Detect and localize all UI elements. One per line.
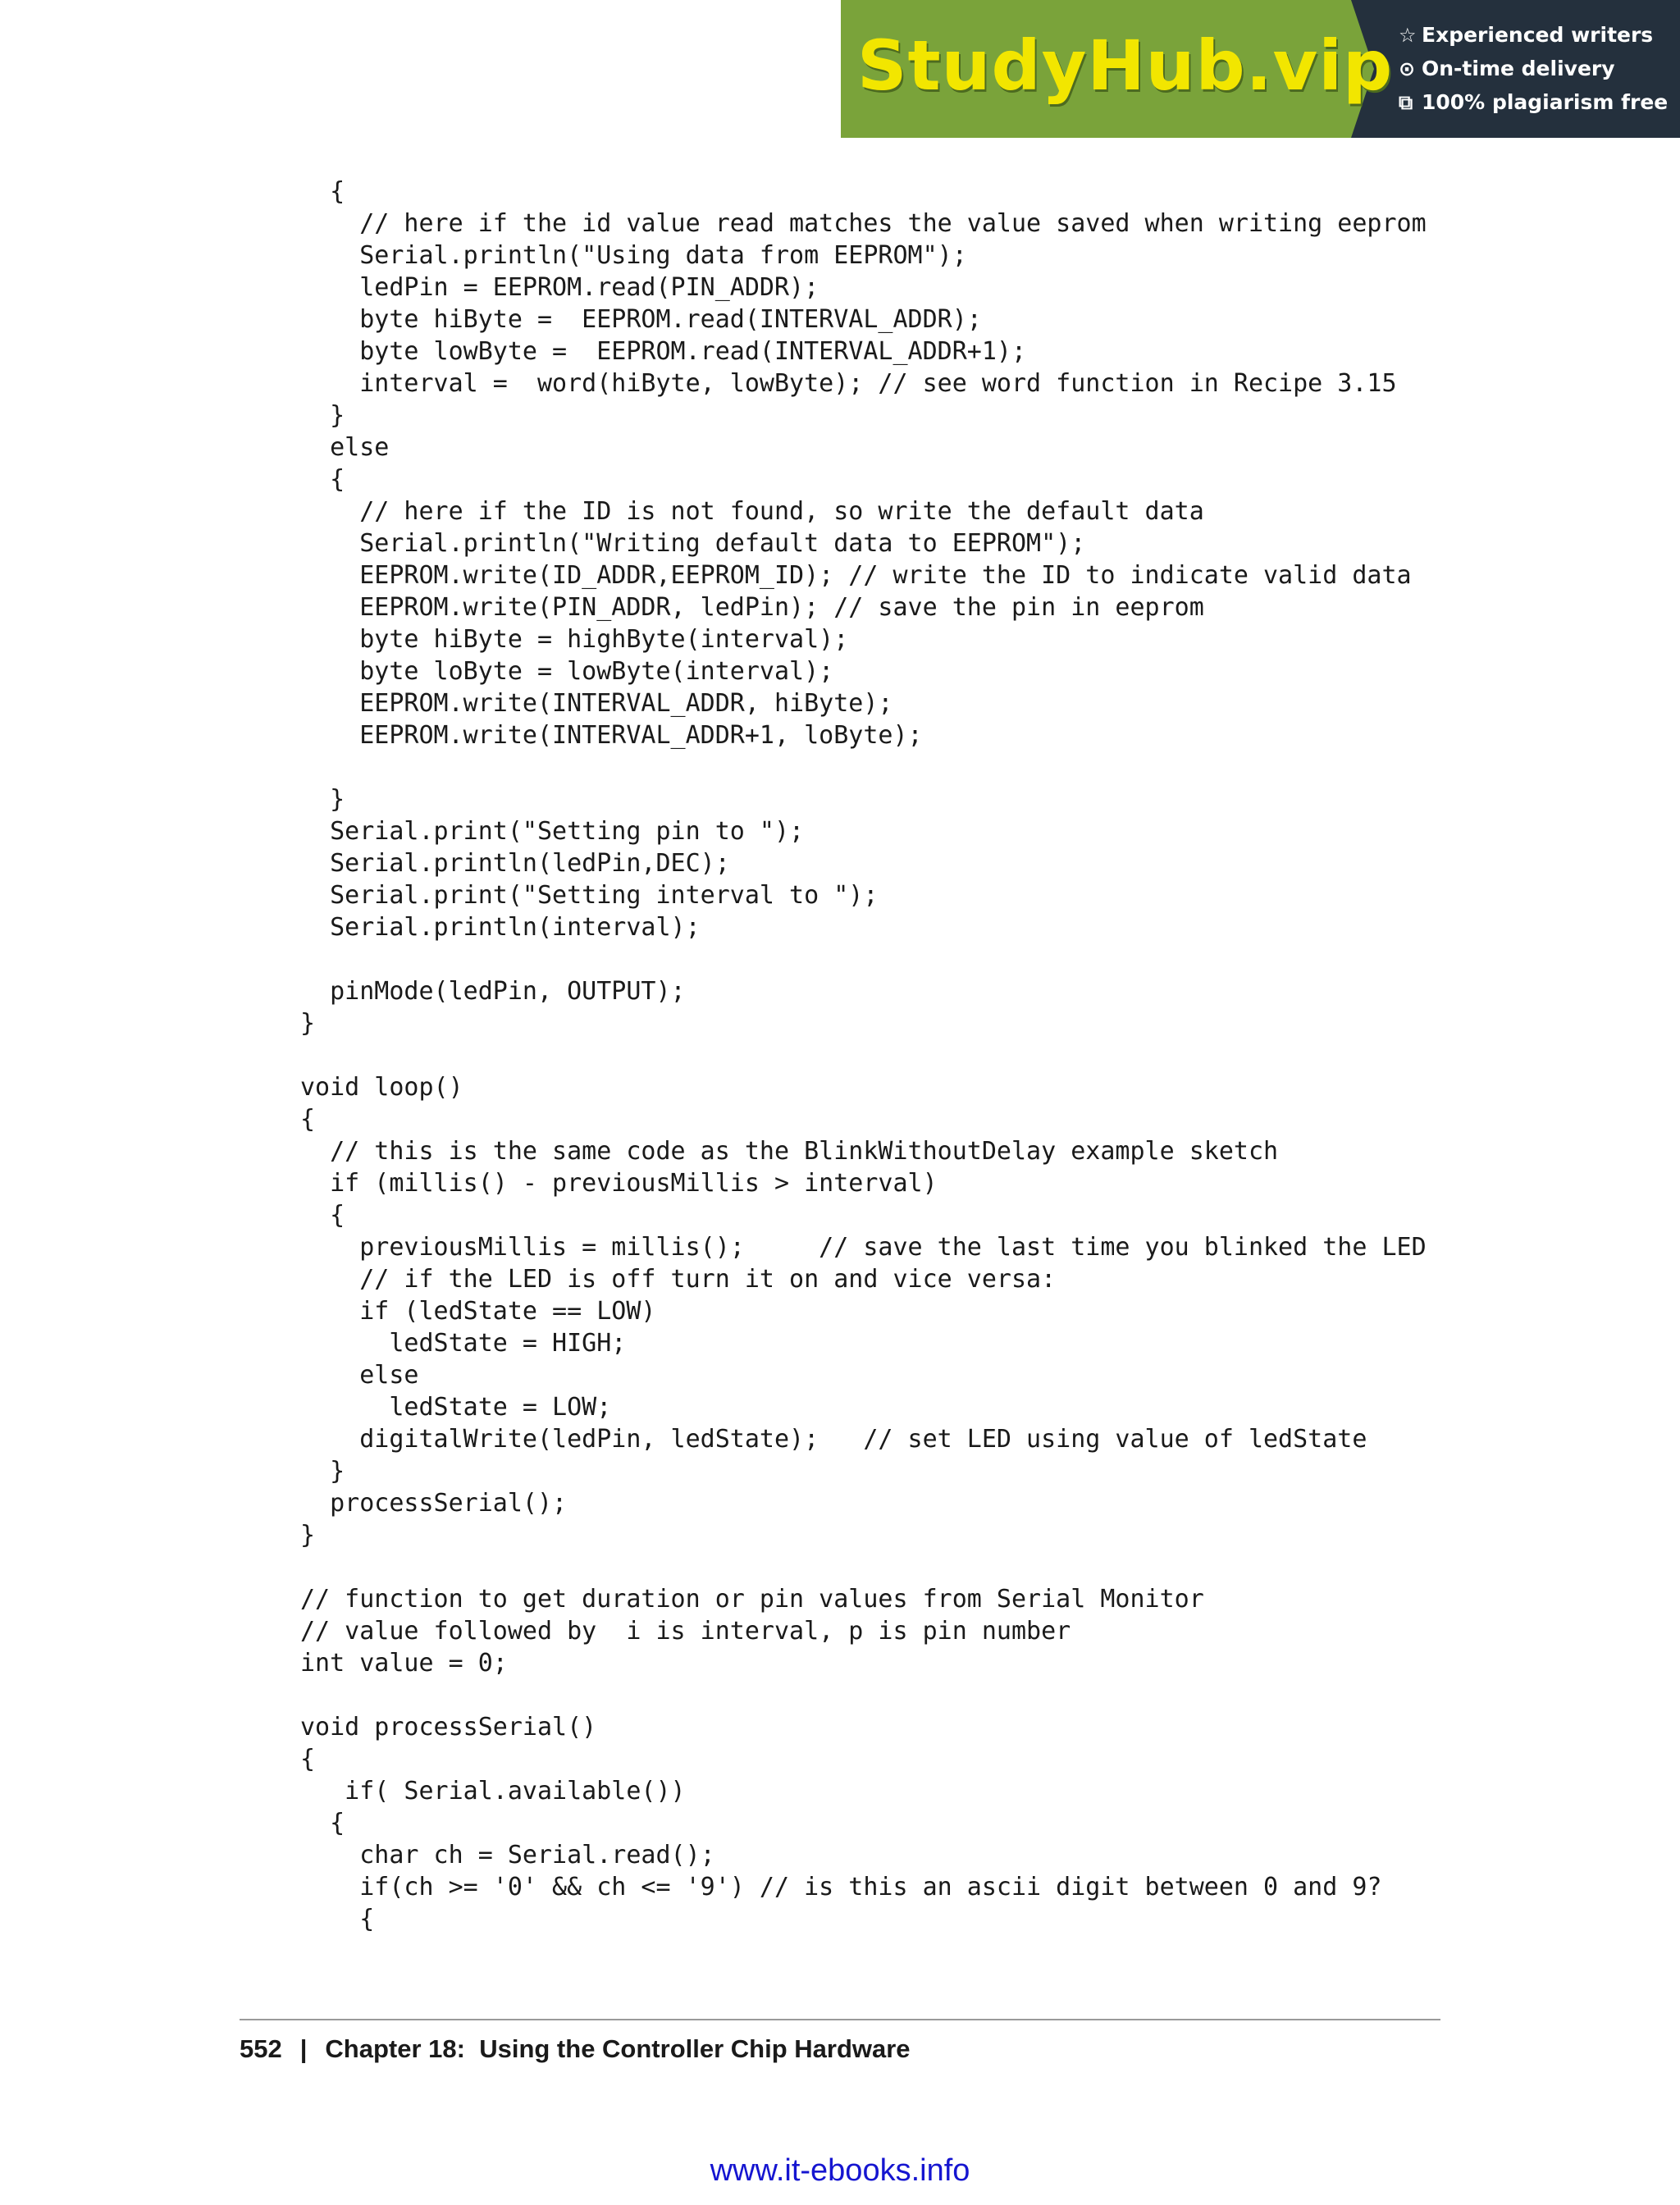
chapter-label: Chapter 18: xyxy=(325,2034,465,2063)
code-line: { xyxy=(300,1201,345,1230)
code-line: interval = word(hiByte, lowByte); // see word function in Recipe 3.15 xyxy=(300,369,1397,398)
watermark-link[interactable]: www.it-ebooks.info xyxy=(710,2153,970,2188)
page-number: 552 xyxy=(240,2034,282,2063)
code-line: EEPROM.write(INTERVAL_ADDR+1, loByte); xyxy=(300,721,923,750)
code-line: } xyxy=(300,1457,345,1486)
code-line: { xyxy=(300,1809,345,1838)
code-line: ledState = HIGH; xyxy=(300,1329,627,1358)
clock-icon: ⊙ xyxy=(1399,57,1416,80)
code-line: else xyxy=(300,1361,419,1390)
code-line xyxy=(300,1679,1427,1711)
banner-features xyxy=(1399,18,1669,119)
code-line xyxy=(300,943,1427,975)
feature-experienced-writers xyxy=(1399,18,1669,52)
feature-on-time-delivery xyxy=(1399,52,1669,85)
code-line: { xyxy=(300,1105,316,1134)
star-outline-icon: ☆ xyxy=(1399,23,1417,47)
code-line: byte loByte = lowByte(interval); xyxy=(300,657,834,686)
feature-label: On-time delivery xyxy=(1422,57,1615,80)
code-line: byte hiByte = highByte(interval); xyxy=(300,625,849,654)
code-line: } xyxy=(300,401,345,430)
footer-separator: | xyxy=(299,2034,308,2063)
code-line: Serial.println("Writing default data to EEPROM"); xyxy=(300,529,1086,558)
code-line: else xyxy=(300,433,390,462)
code-line xyxy=(300,1551,1427,1583)
code-line: // here if the ID is not found, so write the default data xyxy=(300,497,1204,526)
code-line: Serial.print("Setting pin to "); xyxy=(300,817,805,846)
code-line: EEPROM.write(INTERVAL_ADDR, hiByte); xyxy=(300,689,893,718)
code-line: pinMode(ledPin, OUTPUT); xyxy=(300,977,686,1006)
code-line: // here if the id value read matches the value saved when writing eeprom xyxy=(300,209,1427,238)
code-line: if (ledState == LOW) xyxy=(300,1297,656,1326)
code-line: } xyxy=(300,785,345,814)
code-listing xyxy=(300,176,1427,1935)
page-footer xyxy=(240,2031,911,2067)
code-line: void processSerial() xyxy=(300,1713,597,1742)
code-line: digitalWrite(ledPin, ledState); // set LED using value of ledState xyxy=(300,1425,1367,1454)
code-line: Serial.println(ledPin,DEC); xyxy=(300,849,730,878)
code-line: ledPin = EEPROM.read(PIN_ADDR); xyxy=(300,273,819,302)
code-line: if(ch >= '0' && ch <= '9') // is this an ascii digit between 0 and 9? xyxy=(300,1873,1382,1901)
feature-plagiarism-free xyxy=(1399,85,1669,119)
feature-label: 100% plagiarism free xyxy=(1422,90,1669,114)
code-line: // value followed by i is interval, p is pin number xyxy=(300,1617,1071,1646)
code-line: // this is the same code as the BlinkWithoutDelay example sketch xyxy=(300,1137,1279,1166)
code-line: // if the LED is off turn it on and vice versa: xyxy=(300,1265,1057,1294)
code-line: { xyxy=(300,1905,375,1933)
studyhub-banner[interactable] xyxy=(841,0,1680,138)
code-line: if( Serial.available()) xyxy=(300,1777,686,1806)
code-line: } xyxy=(300,1009,316,1038)
code-line xyxy=(300,1039,1427,1071)
studyhub-logo[interactable]: StudyHub.vip xyxy=(857,25,1394,106)
copy-icon: ⧉ xyxy=(1399,90,1413,114)
code-line: int value = 0; xyxy=(300,1649,508,1678)
code-line: // function to get duration or pin values from Serial Monitor xyxy=(300,1585,1204,1614)
code-line: previousMillis = millis(); // save the last time you blinked the LED xyxy=(300,1233,1427,1262)
code-line: processSerial(); xyxy=(300,1489,568,1518)
code-line: EEPROM.write(ID_ADDR,EEPROM_ID); // write the ID to indicate valid data xyxy=(300,561,1412,590)
feature-label: Experienced writers xyxy=(1422,23,1654,47)
code-line: { xyxy=(300,177,345,206)
code-line: Serial.println(interval); xyxy=(300,913,701,942)
code-line: byte hiByte = EEPROM.read(INTERVAL_ADDR); xyxy=(300,305,982,334)
footer-divider xyxy=(240,2019,1440,2020)
code-line: Serial.print("Setting interval to "); xyxy=(300,881,879,910)
code-line: void loop() xyxy=(300,1073,463,1102)
code-line: char ch = Serial.read(); xyxy=(300,1841,715,1869)
code-line: EEPROM.write(PIN_ADDR, ledPin); // save the pin in eeprom xyxy=(300,593,1204,622)
code-line: ledState = LOW; xyxy=(300,1393,612,1422)
code-line: { xyxy=(300,465,345,494)
code-line: { xyxy=(300,1745,316,1774)
code-line: Serial.println("Using data from EEPROM"); xyxy=(300,241,967,270)
code-line: } xyxy=(300,1521,316,1550)
code-line: byte lowByte = EEPROM.read(INTERVAL_ADDR+1); xyxy=(300,337,1027,366)
chapter-title: Using the Controller Chip Hardware xyxy=(479,2034,911,2063)
code-line: if (millis() - previousMillis > interval) xyxy=(300,1169,938,1198)
code-line xyxy=(300,751,1427,783)
